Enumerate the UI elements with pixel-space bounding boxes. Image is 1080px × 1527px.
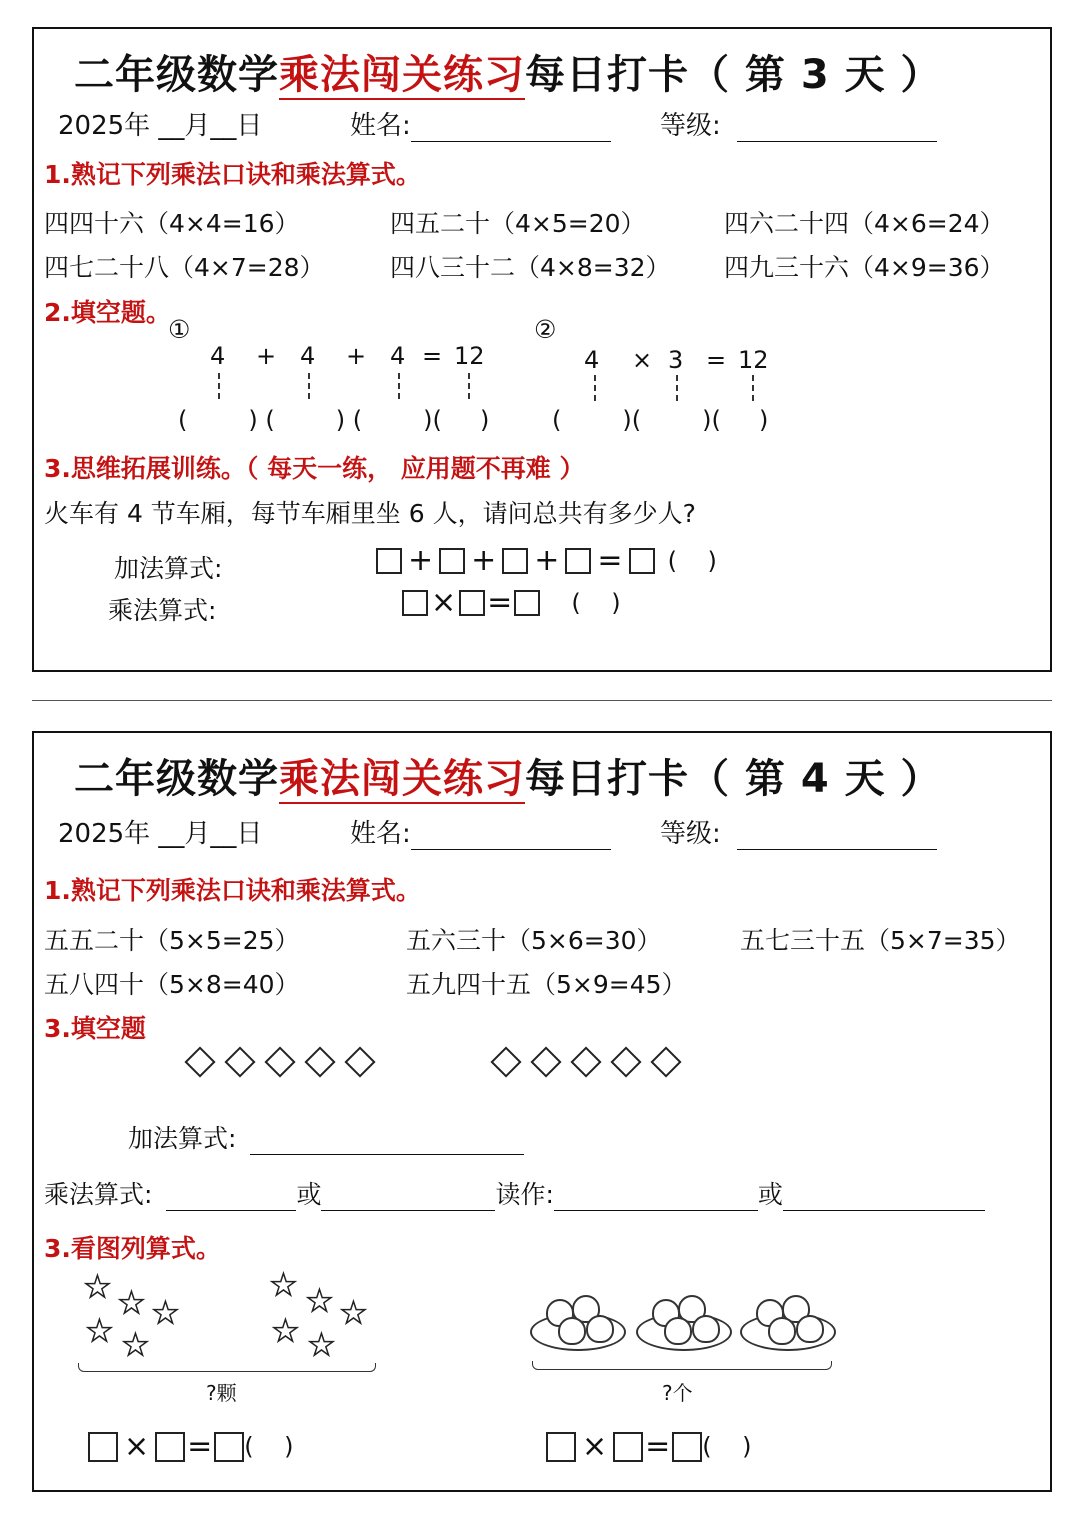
multiplication-blank[interactable] — [166, 1182, 296, 1211]
answer-box[interactable] — [155, 1432, 185, 1462]
section-3-heading: 3.看图列算式。 — [44, 1234, 221, 1263]
worksheet-title — [74, 747, 942, 804]
addition-label: 加法算式: — [114, 554, 223, 583]
diamond-icon — [264, 1046, 295, 1077]
diamond-group-1 — [180, 1051, 380, 1077]
name-field[interactable] — [350, 813, 611, 850]
star-icon: ★ — [118, 1286, 145, 1321]
grade-blank[interactable] — [737, 111, 937, 142]
diamond-group-2 — [486, 1051, 686, 1077]
dashed-connector — [752, 375, 754, 401]
name-blank[interactable] — [411, 819, 611, 850]
star-icon: ★ — [122, 1328, 149, 1363]
star-icon: ★ — [270, 1268, 297, 1303]
answer-box[interactable] — [439, 548, 465, 574]
diamond-icon — [650, 1046, 681, 1077]
grade-field[interactable] — [660, 105, 937, 142]
diamond-icon — [304, 1046, 335, 1077]
answer-box[interactable] — [502, 548, 528, 574]
eq2-term: 3 — [668, 346, 684, 374]
multiplication-label: 乘法算式: — [108, 596, 217, 625]
grade-label: 等级: — [660, 111, 721, 141]
date-field: 2025年 __月__日 — [58, 819, 263, 849]
star-icon: ★ — [340, 1296, 367, 1331]
answer-box[interactable] — [88, 1432, 118, 1462]
rhyme-item: 五九四十五（5×9=45） — [406, 970, 687, 999]
answer-box[interactable] — [565, 548, 591, 574]
grade-label: 等级: — [660, 819, 721, 849]
peach-icon — [796, 1315, 824, 1343]
addition-equation[interactable]: + + + = ( ) — [376, 543, 717, 578]
eq2-result: 12 — [738, 346, 769, 374]
dashed-connector — [308, 373, 310, 399]
peach-icon — [586, 1315, 614, 1343]
section-3-heading: 3.思维拓展训练。（ 每天一练， 应用题不再难 ） — [44, 454, 585, 483]
eq2-term: 4 — [584, 346, 600, 374]
multiplication-equation[interactable]: × = ( ) — [402, 585, 621, 620]
total-brace — [532, 1361, 832, 1370]
diamond-icon — [490, 1046, 521, 1077]
peach-icon — [558, 1317, 586, 1345]
star-icon: ★ — [84, 1270, 111, 1305]
worksheet-day-4 — [32, 731, 1052, 1492]
worksheet-title — [74, 43, 942, 100]
title-suffix: 每日打卡（ 第 4 天 ） — [525, 756, 942, 802]
eq1-operator: = — [422, 342, 443, 370]
title-prefix: 二年级数学 — [74, 756, 279, 802]
stars-total-label: ?颗 — [206, 1381, 237, 1405]
peach-icon — [692, 1315, 720, 1343]
rhyme-item: 五八四十（5×8=40） — [44, 970, 300, 999]
name-label: 姓名: — [350, 819, 411, 849]
card-divider — [32, 700, 1052, 701]
rhyme-item: 四五二十（4×5=20） — [390, 209, 646, 238]
multiplication-blank-2[interactable] — [321, 1182, 495, 1211]
answer-box[interactable] — [613, 1432, 643, 1462]
worksheet-day-3 — [32, 27, 1052, 672]
dashed-connector — [218, 373, 220, 399]
star-icon: ★ — [272, 1314, 299, 1349]
peach-icon — [768, 1317, 796, 1345]
eq1-term: 4 — [390, 342, 406, 370]
unit-parentheses[interactable]: ( ) — [702, 1432, 752, 1461]
title-suffix: 每日打卡（ 第 3 天 ） — [525, 52, 942, 98]
addition-field[interactable] — [128, 1119, 524, 1155]
rhyme-item: 五六三十（5×6=30） — [406, 926, 662, 955]
read-as-label: 读作: — [495, 1180, 554, 1209]
dashed-connector — [468, 373, 470, 399]
answer-box[interactable] — [402, 590, 428, 616]
title-highlight: 乘法闯关练习 — [279, 756, 525, 802]
multiplication-row[interactable] — [44, 1175, 985, 1211]
section-2-heading: 2.填空题。 — [44, 298, 171, 327]
answer-box[interactable] — [629, 548, 655, 574]
read-as-blank-2[interactable] — [783, 1182, 985, 1211]
star-icon: ★ — [306, 1284, 333, 1319]
word-problem: 火车有 4 节车厢，每节车厢里坐 6 人，请问总共有多少人? — [44, 499, 696, 528]
rhyme-item: 四六二十四（4×6=24） — [724, 209, 1005, 238]
answer-parentheses-row[interactable]: ( ) ( ) ( )( ) — [178, 406, 490, 434]
circle-number-2: ② — [534, 315, 557, 344]
title-highlight: 乘法闯关练习 — [279, 52, 525, 98]
rhyme-item: 四九三十六（4×9=36） — [724, 253, 1005, 282]
diamond-icon — [610, 1046, 641, 1077]
grade-field[interactable] — [660, 813, 937, 850]
section-2-heading: 3.填空题 — [44, 1014, 146, 1043]
answer-box[interactable] — [546, 1432, 576, 1462]
answer-box[interactable] — [672, 1432, 702, 1462]
eq1-term: 4 — [300, 342, 316, 370]
or-text: 或 — [757, 1180, 783, 1209]
unit-parentheses[interactable]: ( ) — [667, 546, 717, 575]
peach-total-label: ?个 — [662, 1381, 693, 1405]
total-brace — [78, 1363, 376, 1372]
rhyme-item: 四八三十二（4×8=32） — [390, 253, 671, 282]
section-1-heading: 1.熟记下列乘法口诀和乘法算式。 — [44, 876, 421, 905]
name-label: 姓名: — [350, 111, 411, 141]
read-as-blank[interactable] — [554, 1182, 758, 1211]
answer-box[interactable] — [214, 1432, 244, 1462]
eq1-operator: + — [346, 342, 367, 370]
unit-parentheses[interactable]: ( ) — [244, 1432, 294, 1461]
answer-box[interactable] — [376, 548, 402, 574]
grade-blank[interactable] — [737, 819, 937, 850]
answer-parentheses-row[interactable]: ( )( )( ) — [552, 406, 769, 434]
eq2-operator: = — [706, 346, 727, 374]
eq1-term: 4 — [210, 342, 226, 370]
circle-number-1: ① — [168, 315, 191, 344]
star-icon: ★ — [86, 1314, 113, 1349]
eq2-operator: × — [632, 346, 653, 374]
dashed-connector — [676, 375, 678, 401]
multiplication-label: 乘法算式: — [44, 1180, 153, 1209]
diamond-icon — [570, 1046, 601, 1077]
diamond-icon — [344, 1046, 375, 1077]
star-icon: ★ — [308, 1328, 335, 1363]
star-icon: ★ — [152, 1296, 179, 1331]
diamond-icon — [530, 1046, 561, 1077]
diamond-icon — [184, 1046, 215, 1077]
date-field: 2025年 __月__日 — [58, 111, 263, 141]
addition-label: 加法算式: — [128, 1124, 237, 1153]
title-prefix: 二年级数学 — [74, 52, 279, 98]
name-field[interactable] — [350, 105, 611, 142]
stars-equation[interactable]: × = ( ) — [88, 1429, 294, 1464]
name-blank[interactable] — [411, 111, 611, 142]
diamond-icon — [224, 1046, 255, 1077]
answer-box[interactable] — [459, 590, 485, 616]
section-1-heading: 1.熟记下列乘法口诀和乘法算式。 — [44, 160, 421, 189]
dashed-connector — [398, 373, 400, 399]
peach-equation[interactable]: × = ( ) — [546, 1429, 752, 1464]
rhyme-item: 四四十六（4×4=16） — [44, 209, 300, 238]
eq1-result: 12 — [454, 342, 485, 370]
dashed-connector — [594, 375, 596, 401]
rhyme-item: 五七三十五（5×7=35） — [740, 926, 1021, 955]
eq1-operator: + — [256, 342, 277, 370]
addition-blank[interactable] — [250, 1126, 524, 1155]
rhyme-item: 五五二十（5×5=25） — [44, 926, 300, 955]
unit-parentheses[interactable]: ( ) — [571, 588, 621, 617]
answer-box[interactable] — [514, 590, 540, 616]
or-text: 或 — [296, 1180, 322, 1209]
rhyme-item: 四七二十八（4×7=28） — [44, 253, 325, 282]
peach-icon — [664, 1317, 692, 1345]
